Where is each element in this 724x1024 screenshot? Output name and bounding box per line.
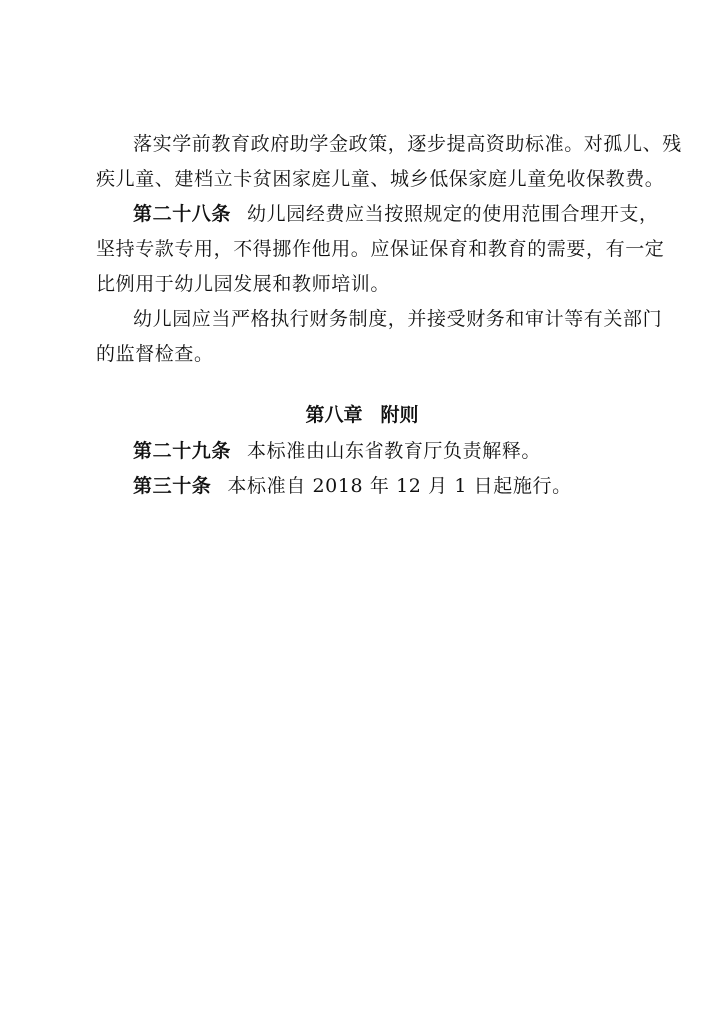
article-29	[133, 437, 541, 465]
paragraph-text: 落实学前教育政府助学金政策，逐步提高资助标准。对孤儿、残	[133, 133, 682, 155]
article-30	[133, 472, 572, 500]
paragraph-line	[96, 340, 214, 368]
article-text: 本标准自 2018 年 12 月 1 日起施行。	[227, 475, 572, 497]
paragraph-line	[96, 235, 664, 263]
article-heading: 第二十九条	[133, 440, 232, 462]
article-text: 比例用于幼儿园发展和教师培训。	[96, 273, 391, 295]
chapter-title: 附则	[380, 404, 419, 426]
paragraph-text: 的监督检查。	[96, 343, 214, 365]
paragraph-line	[133, 130, 682, 158]
paragraph-line	[96, 270, 390, 298]
article-text: 幼儿园经费应当按照规定的使用范围合理开支，	[247, 203, 659, 225]
chapter-number: 第八章	[305, 404, 363, 426]
paragraph-text: 幼儿园应当严格执行财务制度，并接受财务和审计等有关部门	[133, 308, 663, 330]
chapter-heading	[0, 401, 724, 429]
paragraph-line	[133, 305, 662, 333]
article-heading: 第三十条	[133, 475, 212, 497]
article-heading: 第二十八条	[133, 203, 232, 225]
paragraph-line	[96, 165, 664, 193]
article-text: 坚持专款专用，不得挪作他用。应保证保育和教育的需要，有一定	[96, 238, 665, 260]
paragraph-text: 疾儿童、建档立卡贫困家庭儿童、城乡低保家庭儿童免收保教费。	[96, 168, 665, 190]
article-28	[133, 200, 659, 228]
article-text: 本标准由山东省教育厅负责解释。	[247, 440, 542, 462]
